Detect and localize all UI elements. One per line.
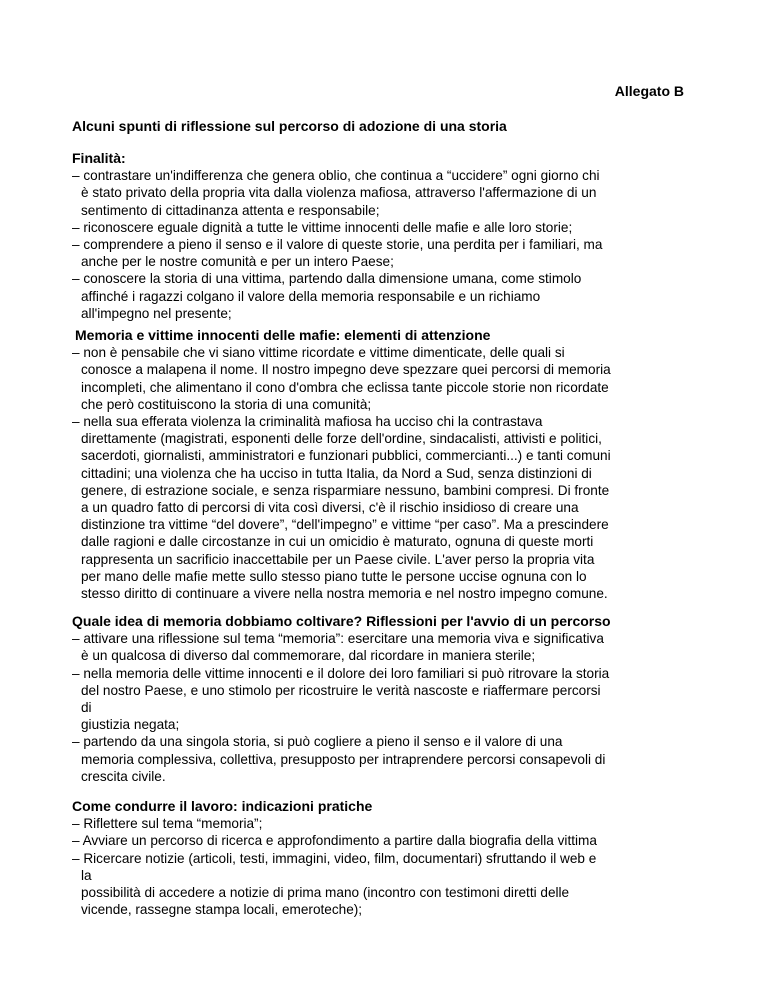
bullet-line: rappresenta un sacrificio inaccettabile per un Paese civile. L'aver perso la propria vita: [81, 551, 595, 567]
attachment-label: Allegato B: [614, 83, 684, 99]
bullet-item: [72, 167, 686, 219]
bullet-line: del nostro Paese, e uno stimolo per ricostruire le verità nascoste e riaffermare percorsi: [81, 682, 601, 698]
bullet-item: [72, 850, 686, 919]
section-indicazioni-pratiche: [72, 798, 686, 918]
bullet-line: genere, di estrazione sociale, e senza risparmiare nessuno, bambini compresi. Di fronte: [81, 482, 610, 498]
bullet-line: dalle ragioni e dalle circostanze in cui un omicidio è maturato, ognuna di queste morti: [81, 534, 594, 550]
bullet-item: [72, 219, 686, 236]
section-idea-memoria: [72, 613, 686, 785]
bullet-line: all'impegno nel presente;: [81, 305, 232, 321]
bullet-line: che però costituiscono la storia di una comunità;: [81, 396, 372, 412]
document-title: Alcuni spunti di riflessione sul percorso di adozione di una storia: [72, 118, 507, 134]
bullet-line: la: [81, 867, 92, 883]
bullet-item: [72, 815, 686, 832]
bullet-line: possibilità di accedere a notizie di prima mano (incontro con testimoni diretti delle: [81, 885, 570, 901]
bullet-line: di: [81, 700, 92, 716]
bullet-line: conosce a malapena il nome. Il nostro impegno deve spezzare quei percorsi di memoria: [81, 362, 611, 378]
bullet-item: [72, 413, 686, 602]
section-heading: Come condurre il lavoro: indicazioni pratiche: [72, 798, 373, 814]
bullet-line: – attivare una riflessione sul tema “memoria”: esercitare una memoria viva e significativa: [72, 631, 604, 647]
section-heading: Finalità:: [72, 150, 126, 166]
bullet-line: incompleti, che alimentano il cono d'ombra che eclissa tante piccole storie non ricordate: [81, 379, 609, 395]
bullet-line: – Riflettere sul tema “memoria”;: [72, 816, 263, 832]
bullet-line: per mano delle mafie mette sullo stesso piano tutte le persone uccise ognuna con lo: [81, 568, 587, 584]
section-memoria-vittime: [72, 327, 686, 602]
bullet-line: – conoscere la storia di una vittima, partendo dalla dimensione umana, come stimolo: [72, 271, 582, 287]
bullet-line: – non è pensabile che vi siano vittime ricordate e vittime dimenticate, delle quali si: [72, 345, 565, 361]
bullet-line: – comprendere a pieno il senso e il valore di queste storie, una perdita per i familiari, ma: [72, 237, 603, 253]
bullet-line: distinzione tra vittime “del dovere”, “dell'impegno” e vittime “per caso”. Ma a prescindere: [81, 517, 609, 533]
bullet-item: [72, 270, 686, 322]
bullet-line: memoria complessiva, collettiva, presupposto per intraprendere percorsi consapevoli di: [81, 751, 606, 767]
bullet-line: – riconoscere eguale dignità a tutte le vittime innocenti delle mafie e alle loro storie;: [72, 219, 573, 235]
bullet-line: giustizia negata;: [81, 717, 180, 733]
bullet-line: sacerdoti, giornalisti, amministratori e funzionari pubblici, commercianti...) e tanti comuni: [81, 448, 611, 464]
bullet-line: vicende, rassegne stampa locali, emeroteche);: [81, 902, 363, 918]
bullet-item: [72, 832, 686, 849]
bullet-line: – contrastare un'indifferenza che genera oblio, che continua a “uccidere” ogni giorno chi: [72, 168, 600, 184]
bullet-line: – partendo da una singola storia, si può cogliere a pieno il senso e il valore di una: [72, 734, 563, 750]
bullet-item: [72, 236, 686, 270]
bullet-line: – Ricercare notizie (articoli, testi, immagini, video, film, documentari) sfruttando il web e: [72, 850, 597, 866]
bullet-item: [72, 665, 686, 734]
bullet-line: è stato privato della propria vita dalla violenza mafiosa, attraverso l'affermazione di un: [81, 185, 597, 201]
bullet-line: – nella memoria delle vittime innocenti e il dolore dei loro familiari si può ritrovare la storia: [72, 665, 610, 681]
bullet-line: cittadini; una violenza che ha ucciso in tutta Italia, da Nord a Sud, senza distinzioni di: [81, 465, 592, 481]
section-finalita: [72, 150, 686, 322]
bullet-line: – Avviare un percorso di ricerca e approfondimento a partire dalla biografia della vittima: [72, 833, 597, 849]
bullet-item: [72, 630, 686, 664]
section-heading: Quale idea di memoria dobbiamo coltivare? Riflessioni per l'avvio di un percorso: [72, 613, 611, 629]
bullet-item: [72, 733, 686, 785]
bullet-line: è un qualcosa di diverso dal commemorare, dal ricordare in maniera sterile;: [81, 648, 536, 664]
bullet-line: direttamente (magistrati, esponenti delle forze dell'ordine, sindacalisti, attivisti e politici,: [81, 431, 602, 447]
bullet-line: anche per le nostre comunità e per un intero Paese;: [81, 254, 394, 270]
bullet-line: stesso diritto di continuare a vivere nella nostra memoria e nel nostro impegno comune.: [81, 586, 608, 602]
bullet-item: [72, 344, 686, 413]
bullet-line: affinché i ragazzi colgano il valore della memoria responsabile e un richiamo: [81, 288, 541, 304]
bullet-line: – nella sua efferata violenza la criminalità mafiosa ha ucciso chi la contrastava: [72, 414, 543, 430]
bullet-line: sentimento di cittadinanza attenta e responsabile;: [81, 202, 380, 218]
section-heading: Memoria e vittime innocenti delle mafie: elementi di attenzione: [75, 327, 491, 343]
bullet-line: crescita civile.: [81, 768, 166, 784]
bullet-line: a un quadro fatto di percorsi di vita così diversi, c'è il rischio insidioso di creare una: [81, 500, 579, 516]
